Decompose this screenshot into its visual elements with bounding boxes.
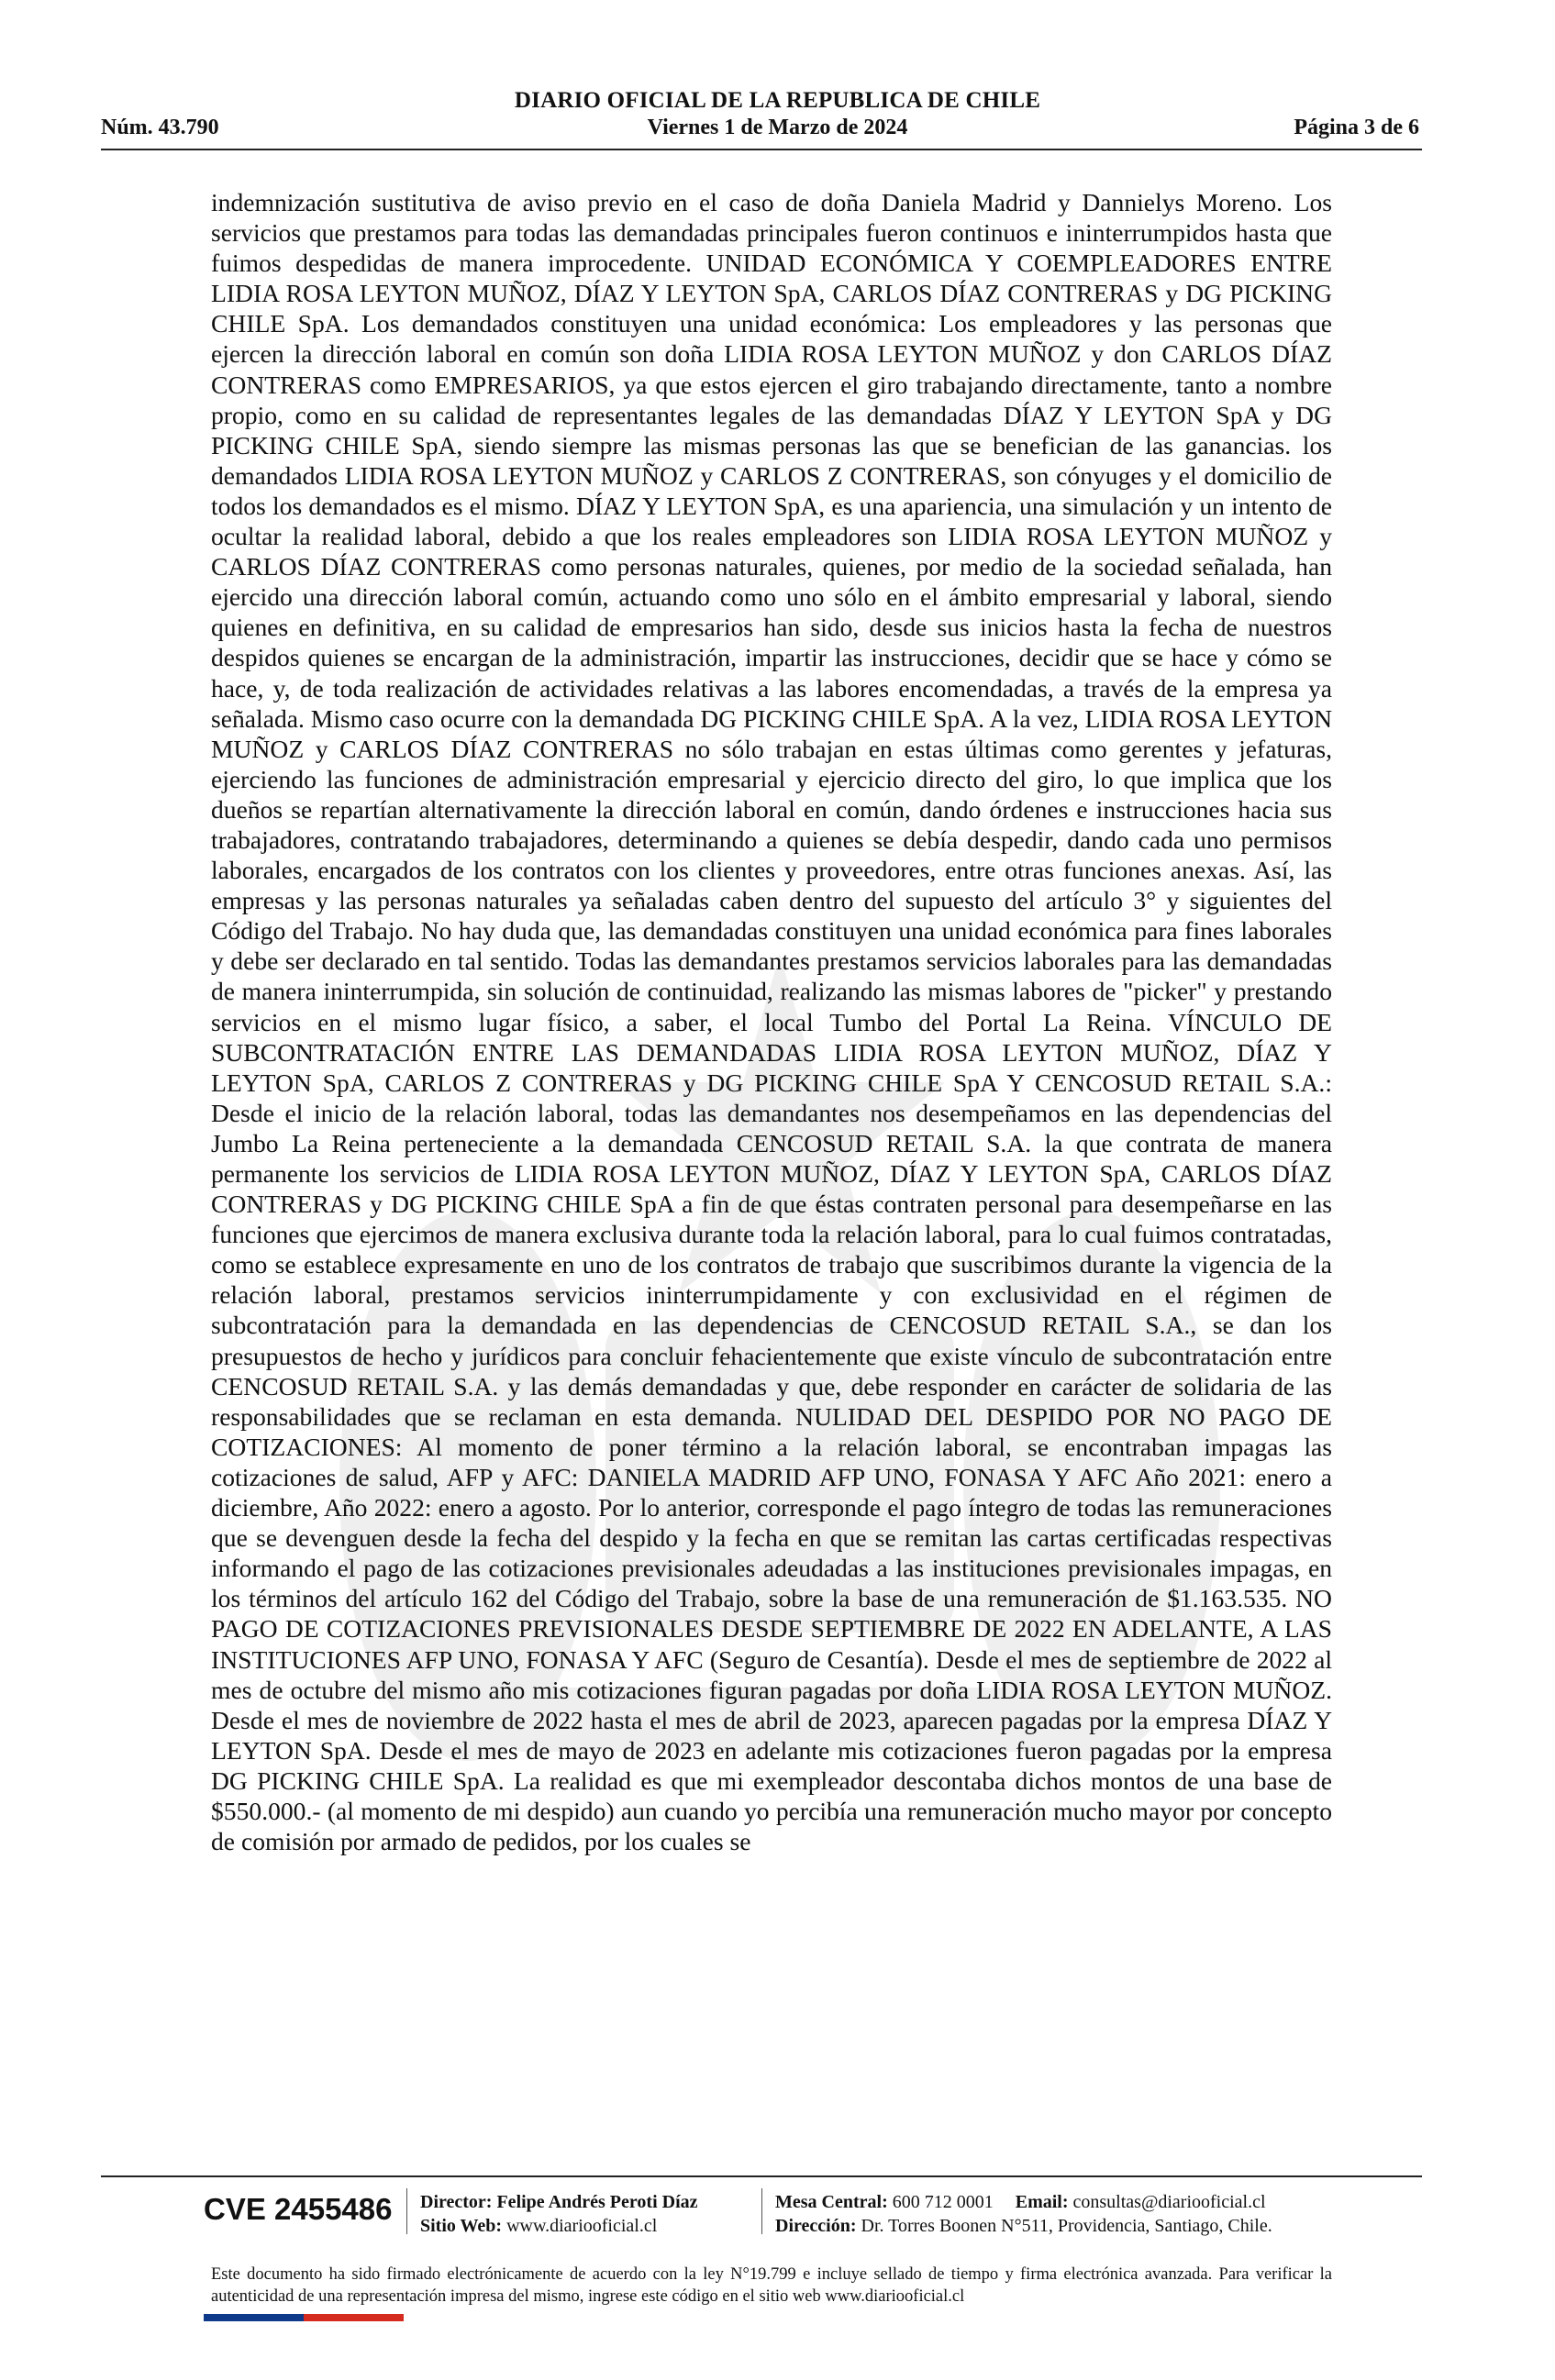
footer-director-block (420, 2190, 698, 2238)
page-header (0, 0, 1555, 161)
flag-red-segment (304, 2314, 404, 2321)
issue-date: Viernes 1 de Marzo de 2024 (647, 116, 908, 139)
flag-blue-segment (204, 2314, 304, 2321)
director-name: Felipe Andrés Peroti Díaz (496, 2192, 698, 2212)
publication-title: DIARIO OFICIAL DE LA REPUBLICA DE CHILE (514, 88, 1041, 113)
phone-number: 600 712 0001 (892, 2192, 994, 2212)
phone-label: Mesa Central: (775, 2192, 888, 2212)
footer-divider (101, 2175, 1422, 2177)
footer-separator (761, 2188, 762, 2234)
signature-disclaimer: Este documento ha sido firmado electrónicamente de acuerdo con la ley N°19.799 e incluye sellado de tiempo y firma electrónica avanzada. Para verificar la autenticidad de una representación impresa del mismo, ingrese este código en el sitio web www.diariooficial.cl (211, 2265, 1332, 2306)
address-text: Dr. Torres Boonen N°511, Providencia, Santiago, Chile. (861, 2216, 1272, 2236)
body-paragraph: indemnización sustitutiva de aviso previo en el caso de doña Daniela Madrid y Dannielys Moreno. Los servicios que prestamos para todas las demandadas principales fueron continuos e ininterrumpidos hasta que fuimos despedidas de manera improcedente. UNIDAD ECONÓMICA Y COEMPLEADORES ENTRE LIDIA ROSA LEYTON MUÑOZ, DÍAZ Y LEYTON SpA, CARLOS DÍAZ CONTRERAS y DG PICKING CHILE SpA. Los demandados constituyen una unidad económica: Los empleadores y las personas que ejercen la dirección laboral en común son doña LIDIA ROSA LEYTON MUÑOZ y don CARLOS DÍAZ CONTRERAS como EMPRESARIOS, ya que estos ejercen el giro trabajando directamente, tanto a nombre propio, como en su calidad de representantes legales de las demandadas DÍAZ Y LEYTON SpA y DG PICKING CHILE SpA, siendo siempre las mismas personas las que se benefician de las ganancias. los demandados LIDIA ROSA LEYTON MUÑOZ y CARLOS Z CONTRERAS, son cónyuges y el domicilio de todos los demandados es el mismo. DÍAZ Y LEYTON SpA, es una apariencia, una simulación y un intento de ocultar la realidad laboral, debido a que los reales empleadores son LIDIA ROSA LEYTON MUÑOZ y CARLOS DÍAZ CONTRERAS como personas naturales, quienes, por medio de la sociedad señalada, han ejercido una dirección laboral común, actuando como uno sólo en el ámbito empresarial y laboral, siendo quienes en definitiva, en su calidad de empresarios han sido, desde sus inicios hasta la fecha de nuestros despidos quienes se encargan de la administración, impartir las instrucciones, decidir que se hace y cómo se hace, y, de toda realización de actividades relativas a las labores encomendadas, a través de la empresa ya señalada. Mismo caso ocurre con la demandada DG PICKING CHILE SpA. A la vez, LIDIA ROSA LEYTON MUÑOZ y CARLOS DÍAZ CONTRERAS no sólo trabajan en estas últimas como gerentes y jefaturas, ejerciendo las funciones de administración empresarial y ejercicio directo del giro, lo que implica que los dueños se repartían alternativamente la dirección laboral en común, dando órdenes e instrucciones hacia sus trabajadores, contratando trabajadores, determinando a quienes se debía despedir, dando cada uno permisos laborales, encargados de los contratos con los clientes y proveedores, entre otras funciones anexas. Así, las empresas y las personas naturales ya señaladas caben dentro del supuesto del artículo 3° y siguientes del Código del Trabajo. No hay duda que, las demandadas constituyen una unidad económica para fines laborales y debe ser declarado en tal sentido. Todas las demandantes prestamos servicios laborales para las demandadas de manera ininterrumpida, sin solución de continuidad, realizando las mismas labores de "picker" y prestando servicios en el mismo lugar físico, a saber, el local Tumbo del Portal La Reina. VÍNCULO DE SUBCONTRATACIÓN ENTRE LAS DEMANDADAS LIDIA ROSA LEYTON MUÑOZ, DÍAZ Y LEYTON SpA, CARLOS Z CONTRERAS y DG PICKING CHILE SpA Y CENCOSUD RETAIL S.A.: Desde el inicio de la relación laboral, todas las demandantes nos desempeñamos en las dependencias del Jumbo La Reina perteneciente a la demandada CENCOSUD RETAIL S.A. la que contrata de manera permanente los servicios de LIDIA ROSA LEYTON MUÑOZ, DÍAZ Y LEYTON SpA, CARLOS DÍAZ CONTRERAS y DG PICKING CHILE SpA a fin de que éstas contraten personal para desempeñarse en las funciones que ejercimos de manera exclusiva durante toda la relación laboral, para lo cual fuimos contratadas, como se establece expresamente en uno de los contratos de trabajo que suscribimos durante la vigencia de la relación laboral, prestamos servicios ininterrumpidamente y con exclusividad en el régimen de subcontratación para la demandada en las dependencias de CENCOSUD RETAIL S.A., se dan los presupuestos de hecho y jurídicos para concluir fehacientemente que existe vínculo de subcontratación entre CENCOSUD RETAIL S.A. y las demás demandadas y que, debe responder en carácter de solidaria de las responsabilidades que se reclaman en esta demanda. NULIDAD DEL DESPIDO POR NO PAGO DE COTIZACIONES: Al momento de poner término a la relación laboral, se encontraban impagas las cotizaciones de salud, AFP y AFC: DANIELA MADRID AFP UNO, FONASA Y AFC Año 2021: enero a diciembre, Año 2022: enero a agosto. Por lo anterior, corresponde el pago íntegro de todas las remuneraciones que se devenguen desde la fecha del despido y la fecha en que se remitan las cartas certificadas respectivas informando el pago de las cotizaciones previsionales adeudadas a las instituciones previsionales impagas, en los términos del artículo 162 del Código del Trabajo, sobre la base de una remuneración de $1.163.535. NO PAGO DE COTIZACIONES PREVISIONALES DESDE SEPTIEMBRE DE 2022 EN ADELANTE, A LAS INSTITUCIONES AFP UNO, FONASA Y AFC (Seguro de Cesantía). Desde el mes de septiembre de 2022 al mes de octubre del mismo año mis cotizaciones figuran pagadas por doña LIDIA ROSA LEYTON MUÑOZ. Desde el mes de noviembre de 2022 hasta el mes de abril de 2023, aparecen pagadas por la empresa DÍAZ Y LEYTON SpA. Desde el mes de mayo de 2023 en adelante mis cotizaciones fueron pagadas por la empresa DG PICKING CHILE SpA. La realidad es que mi exempleador descontaba dichos montos de una base de $550.000.- (al momento de mi despido) aun cuando yo percibía una remuneración mucho mayor por concepto de comisión por armado de pedidos, por los cuales se (211, 188, 1332, 1856)
header-divider (101, 149, 1422, 150)
email-link[interactable]: consultas@diariooficial.cl (1072, 2192, 1266, 2212)
cve-code: CVE 2455486 (204, 2192, 393, 2226)
chile-flag-stripe (204, 2314, 404, 2321)
issue-number: Núm. 43.790 (101, 116, 219, 139)
footer-separator (406, 2188, 407, 2234)
director-label: Director: (420, 2192, 493, 2212)
address-label: Dirección: (775, 2216, 857, 2236)
website-link[interactable]: www.diariooficial.cl (506, 2216, 658, 2236)
page-number: Página 3 de 6 (1294, 116, 1419, 139)
email-label: Email: (1015, 2192, 1069, 2212)
footer-contact-block (775, 2190, 1272, 2238)
website-label: Sitio Web: (420, 2216, 503, 2236)
